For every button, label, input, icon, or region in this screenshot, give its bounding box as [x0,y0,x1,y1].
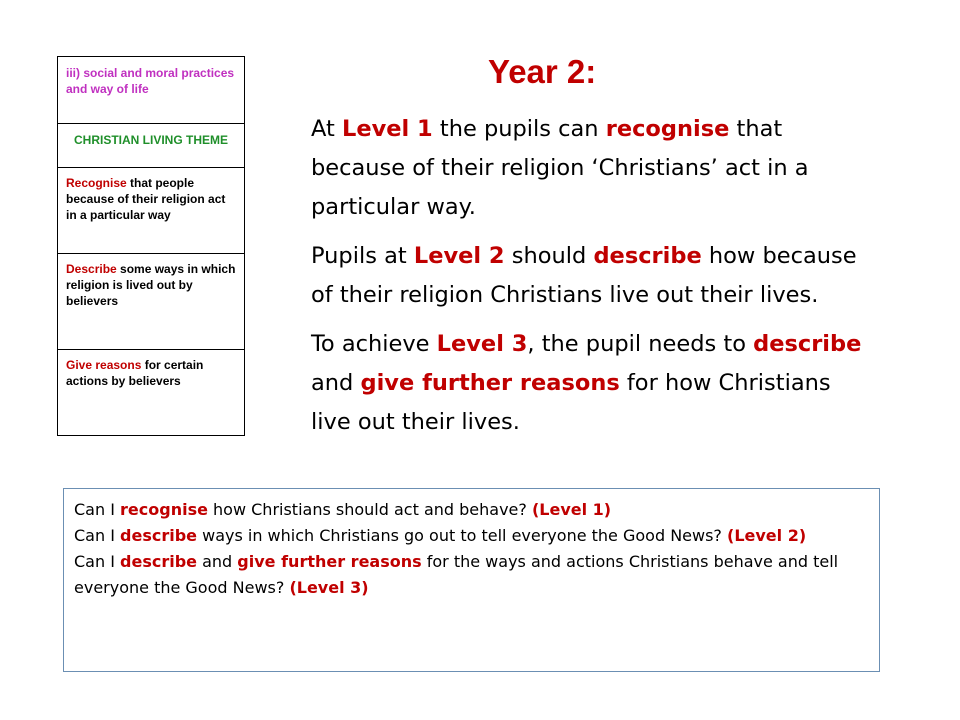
text: Can I [74,500,121,519]
keyword: describe [593,243,702,269]
text: ways in which Christians go out to tell everyone the Good News? [197,526,728,545]
table-row [58,254,245,350]
text: and [197,552,238,571]
questions-box [63,488,880,672]
table-row-text [58,254,244,309]
table-theme-text: CHRISTIAN LIVING THEME [73,133,228,147]
table-row [58,350,245,436]
row-text: for certain actions by believers [66,358,204,388]
keyword: Level 1 [341,116,433,142]
keyword: Level 3 [436,331,528,357]
text: To achieve [311,331,437,357]
text: , the pupil needs to [527,331,754,357]
level-label: (Level 2) [727,526,807,545]
text: for the ways and actions Christians behave and tell everyone the Good News? [74,552,839,597]
text: how Christians should act and behave? [207,500,532,519]
table-theme-cell [58,124,245,168]
keyword: describe [120,526,198,545]
table-header-cell [58,57,245,124]
row-keyword: Give reasons [66,358,142,372]
level-2-paragraph [311,237,871,315]
text: should [504,243,594,269]
level-label: (Level 1) [531,500,612,519]
text: for how Christians live out their lives. [311,370,831,435]
keyword: describe [120,552,198,571]
keyword: Level 2 [413,243,505,269]
table-header-text: iii) social and moral practices and way of life [66,66,235,96]
text: how because of their religion Christians live out their lives. [311,243,857,308]
question-level-2 [74,523,869,549]
text: that because of their religion ‘Christians’ act in a particular way. [311,116,809,220]
row-keyword: Describe [66,262,117,276]
text: At [311,116,342,142]
level-description [311,110,871,452]
keyword: give further reasons [360,370,620,396]
table-row-text [58,168,244,223]
question-level-3 [74,549,869,601]
row-text: some ways in which religion is lived out by believers [66,262,236,308]
text: Can I [74,552,121,571]
text: Can I [74,526,121,545]
keyword: recognise [605,116,730,142]
keyword: describe [753,331,862,357]
level-1-paragraph [311,110,871,227]
keyword: give further reasons [237,552,422,571]
row-text: that people because of their religion act in a particular way [66,176,226,222]
question-level-1 [74,497,869,523]
table-row-text [58,350,244,389]
text: Pupils at [311,243,414,269]
text: the pupils can [432,116,606,142]
keyword: recognise [120,500,208,519]
level-label: (Level 3) [289,578,369,597]
level-3-paragraph [311,325,871,442]
text: and [311,370,361,396]
table-row [58,168,245,254]
row-keyword: Recognise [66,176,127,190]
level-descriptor-table [57,56,245,436]
page-title: Year 2: [488,53,597,90]
